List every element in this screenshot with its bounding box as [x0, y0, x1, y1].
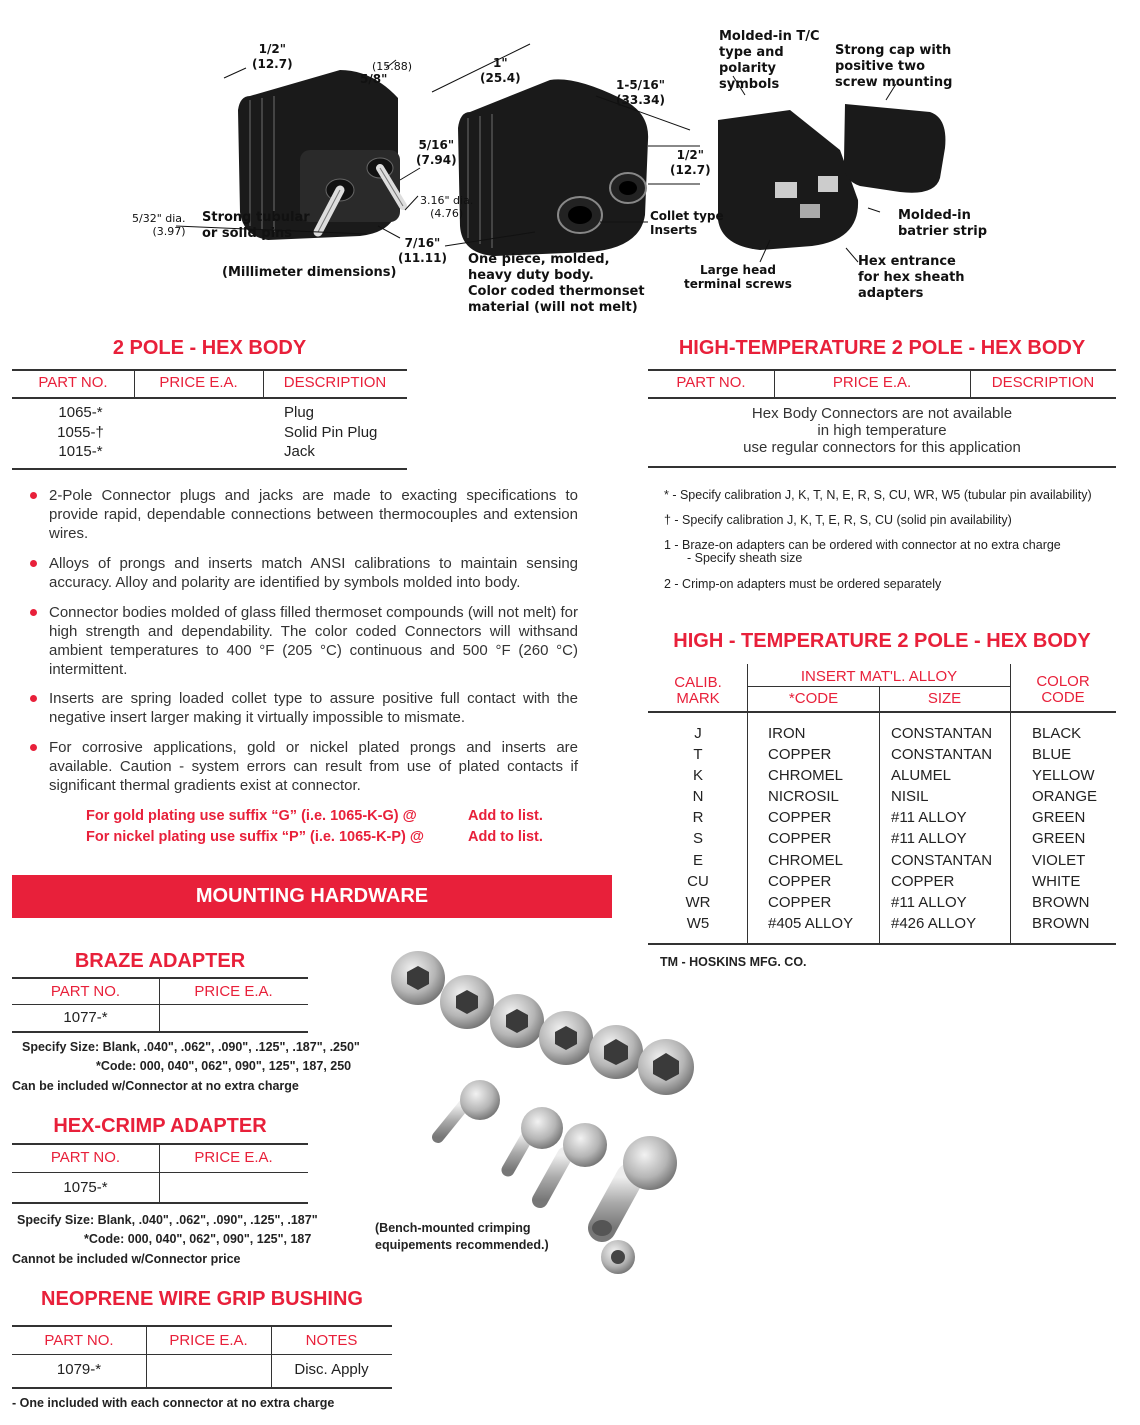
crimp-part: 1075-*: [63, 1179, 108, 1196]
calib-code-cell: CHROMEL: [768, 851, 844, 869]
calib-size-cell: CONSTANTAN: [891, 746, 993, 764]
braze-header-part: PART NO.: [50, 983, 121, 1000]
calib-size-cell: #11 ALLOY: [891, 809, 967, 827]
calib-size-cell: CONSTANTAN: [891, 851, 993, 869]
feature-item: [30, 689, 578, 727]
dim-5-32-mm: (3.97): [152, 225, 186, 238]
ht-hex-header-desc: DESCRIPTION: [991, 374, 1095, 391]
gold-add-to-list: Add to list.: [468, 808, 543, 824]
small-nut-icon: [601, 1240, 635, 1274]
calib-code-cell: #405 ALLOY: [768, 914, 854, 932]
calib-color-cell: GREEN: [1032, 830, 1086, 848]
feature-text: 2-Pole Connector plugs and jacks are made to exacting specifications to provide rapid, dependable connections between thermocouples and extension wires.: [49, 487, 578, 542]
calib-header-mark: CALIB. MARK: [674, 674, 722, 707]
crimp-header-price: PRICE E.A.: [194, 1149, 273, 1166]
dim-five-eighth-in: 5/8": [360, 72, 388, 86]
label-cap: Strong cap with positive two screw mounting: [835, 43, 953, 90]
calib-header-color: COLOR CODE: [1036, 673, 1090, 706]
calib-mark-cell: J: [694, 725, 702, 742]
dim-1-5-16-mm: (33.34): [616, 93, 665, 107]
hex-nut-icon: [391, 951, 694, 1095]
label-pins: Strong tubular or solld pins: [202, 210, 310, 241]
ht-calib-table: [648, 664, 1116, 946]
calib-header-code: *CODE: [788, 690, 839, 707]
braze-header-price: PRICE E.A.: [194, 983, 273, 1000]
label-barrier: Molded-in batrier strip: [898, 208, 988, 239]
calib-color-cell: ORANGE: [1032, 788, 1098, 806]
feature-item: [30, 554, 578, 592]
braze-spec-size: Specify Size: Blank, .040", .062", .090", .125", .187", .250": [22, 1040, 360, 1054]
dim-five-eighth-mm: (15.88): [372, 60, 413, 73]
dim-7-16-in: 7/16": [404, 236, 441, 250]
ht-hex-message: Hex Body Connectors are not available in high temperature use regular connectors for this application: [743, 405, 1021, 456]
crimp-table: [12, 1143, 308, 1204]
note-solid: † - Specify calibration J, K, T, E, R, S, CU (solid pin availability): [664, 513, 1012, 527]
calib-color-cell: WHITE: [1032, 872, 1081, 890]
calib-sizes: [891, 723, 1009, 934]
calib-color-cell: BLUE: [1032, 746, 1072, 764]
calib-codes: [768, 723, 878, 934]
calib-mark-cell: R: [692, 809, 704, 827]
calib-color-cell: BLACK: [1032, 725, 1082, 742]
ht-calib-title: HIGH - TEMPERATURE 2 POLE - HEX BODY: [673, 630, 1091, 652]
dim-5-16-in: 5/16": [418, 138, 455, 152]
note-tubular: * - Specify calibration J, K, T, N, E, R, S, CU, WR, W5 (tubular pin availability): [664, 488, 1092, 502]
calib-code-cell: IRON: [768, 725, 806, 742]
calib-size-cell: #11 ALLOY: [891, 830, 967, 848]
braze-table: [12, 977, 308, 1033]
dim-one-in: 1": [492, 56, 508, 70]
calib-size-cell: ALUMEL: [891, 767, 952, 785]
label-screws: Large head terminal screws: [684, 263, 792, 291]
nickel-add-to-list: Add to list.: [468, 829, 543, 845]
feature-item: [30, 738, 578, 795]
calib-mark-cell: T: [693, 746, 703, 764]
label-mm: (Millimeter dimensions): [222, 265, 397, 280]
calib-size-cell: #426 ALLOY: [891, 914, 977, 932]
calib-code-cell: COPPER: [768, 830, 832, 848]
hex-body-header-price: PRICE E.A.: [159, 374, 238, 391]
bench-note: (Bench-mounted crimping equipements recommended.): [375, 1221, 549, 1252]
bushing-title: NEOPRENE WIRE GRIP BUSHING: [41, 1288, 363, 1310]
dim-3-16-mm: (4.76): [430, 207, 464, 220]
note-sheath: - Specify sheath size: [687, 551, 803, 565]
feature-text: Connector bodies molded of glass filled thermoset compounds (will not melt) for high strength and dependability. The color coded Connectors will withsand ambient temperatures to 400 °F (205 °C) continuous and 500 °F (260 °C) intermittent.: [49, 604, 578, 678]
calib-size-cell: CONSTANTAN: [891, 725, 993, 742]
calib-mark-cell: W5: [686, 914, 710, 932]
connector-figure: [0, 0, 1140, 320]
dim-1-5-16-in: 1-5/16": [616, 78, 666, 92]
mounting-banner-title: MOUNTING HARDWARE: [195, 885, 429, 907]
calib-code-cell: COPPER: [768, 893, 832, 911]
calib-color-cell: GREEN: [1032, 809, 1086, 827]
crimp-header-part: PART NO.: [50, 1149, 121, 1166]
feature-text: Inserts are spring loaded collet type to assure positive full contact with the negative insert larger making it virtually impossible to mismate.: [49, 690, 578, 726]
calib-size-cell: #11 ALLOY: [891, 893, 967, 911]
nickel-plating-note: For nickel plating use suffix “P” (i.e. 1065-K-P) @: [86, 829, 425, 845]
note-braze: 1 - Braze-on adapters can be ordered with connector at no extra charge: [664, 538, 1061, 552]
hex-body-header-desc: DESCRIPTION: [283, 374, 387, 391]
hex-body-title: 2 POLE - HEX BODY: [112, 337, 307, 359]
note-crimp: 2 - Crimp-on adapters must be ordered separately: [664, 577, 942, 591]
dim-half2-in: 1/2": [676, 148, 704, 162]
hex-body-part-nos: 1065-* 1055-† 1015-*: [57, 404, 104, 460]
calib-mark-cell: S: [692, 830, 703, 848]
bushing-part: 1079-*: [56, 1361, 102, 1378]
dim-7-16-mm: (11.11): [398, 251, 447, 265]
calib-mark-cell: CU: [687, 872, 709, 890]
braze-spec-note: Can be included w/Connector at no extra charge: [12, 1079, 299, 1093]
feature-item: [30, 486, 578, 543]
feature-text: For corrosive applications, gold or nickel plated prongs and inserts are available. Caution - system errors can result from use of plated contacts if significant thermal gradients exist at connector.: [49, 739, 578, 794]
label-collet: Collet type Inserts: [650, 209, 724, 237]
bushing-footnote: - One included with each connector at no extra charge: [12, 1396, 335, 1410]
dim-half-in: 1/2": [258, 42, 286, 56]
calib-code-cell: COPPER: [768, 809, 832, 827]
label-body: One piece, molded, heavy duty body. Color coded thermonset material (will not melt): [468, 252, 645, 315]
bushing-header-part: PART NO.: [44, 1332, 114, 1349]
ht-hex-header-part: PART NO.: [676, 374, 746, 391]
calib-code-cell: COPPER: [768, 872, 832, 890]
dim-one-mm: (25.4): [480, 71, 521, 85]
tm-note: TM - HOSKINS MFG. CO.: [660, 955, 807, 969]
ht-hex-table: [648, 369, 1116, 470]
bushing-header-notes: NOTES: [305, 1332, 358, 1349]
gold-plating-note: For gold plating use suffix “G” (i.e. 1065-K-G) @: [86, 808, 417, 824]
calib-header-insert: INSERT MAT'L. ALLOY: [800, 668, 958, 685]
dim-half2-mm: (12.7): [670, 163, 711, 177]
dim-5-32-in: 5/32" dia.: [132, 212, 186, 225]
calib-header-size: SIZE: [927, 690, 962, 707]
mounting-banner: [12, 875, 612, 918]
dim-3-16-in: 3.16" dia.: [420, 194, 474, 207]
calib-code-cell: COPPER: [768, 746, 832, 764]
braze-spec-code: *Code: 000, 040", 062", 090", 125", 187, 250: [96, 1059, 352, 1073]
crimp-spec-note: Cannot be included w/Connector price: [12, 1252, 241, 1266]
bushing-notes: Disc. Apply: [294, 1361, 369, 1378]
calib-colors: [1032, 723, 1116, 934]
braze-part: 1077-*: [63, 1009, 108, 1026]
ht-hex-title: HIGH-TEMPERATURE 2 POLE - HEX BODY: [678, 337, 1086, 359]
calib-code-cell: CHROMEL: [768, 767, 844, 785]
calib-color-cell: BROWN: [1032, 914, 1090, 932]
calib-marks: [648, 723, 748, 934]
hex-body-table: [12, 369, 407, 470]
calib-mark-cell: E: [692, 851, 703, 869]
feature-item: [30, 603, 578, 679]
bushing-header-price: PRICE E.A.: [169, 1332, 248, 1349]
calib-color-cell: BROWN: [1032, 893, 1090, 911]
hex-body-descriptions: Plug Solid Pin Plug Jack: [284, 404, 378, 460]
calib-mark-cell: K: [692, 767, 703, 785]
calib-mark-cell: N: [692, 788, 704, 806]
dim-5-16-mm: (7.94): [416, 153, 457, 167]
crimp-title: HEX-CRIMP ADAPTER: [53, 1115, 267, 1137]
calib-size-cell: COPPER: [891, 872, 955, 890]
ht-hex-header-price: PRICE E.A.: [832, 374, 912, 391]
feature-text: Alloys of prongs and inserts match ANSI calibrations to maintain sensing accuracy. Alloy and polarity are identified by symbols molded into body.: [49, 555, 578, 591]
calib-mark-cell: WR: [685, 893, 711, 911]
calib-color-cell: VIOLET: [1032, 851, 1086, 869]
braze-title: BRAZE ADAPTER: [74, 950, 246, 972]
label-hex: Hex entrance for hex sheath adapters: [858, 254, 965, 301]
label-symbols: Molded-in T/C type and polarity symbols: [719, 29, 820, 92]
bushing-table: [12, 1325, 392, 1390]
crimp-spec-size: Specify Size: Blank, .040", .062", .090", .125", .187": [17, 1213, 318, 1227]
hex-body-header-part: PART NO.: [38, 374, 108, 391]
crimp-adapter-icon: [438, 1080, 677, 1236]
calib-color-cell: YELLOW: [1032, 767, 1095, 785]
calib-size-cell: NISIL: [891, 788, 929, 806]
calib-code-cell: NICROSIL: [768, 788, 839, 806]
dim-half-mm: (12.7): [252, 57, 293, 71]
crimp-spec-code: *Code: 000, 040", 062", 090", 125", 187: [84, 1232, 312, 1246]
